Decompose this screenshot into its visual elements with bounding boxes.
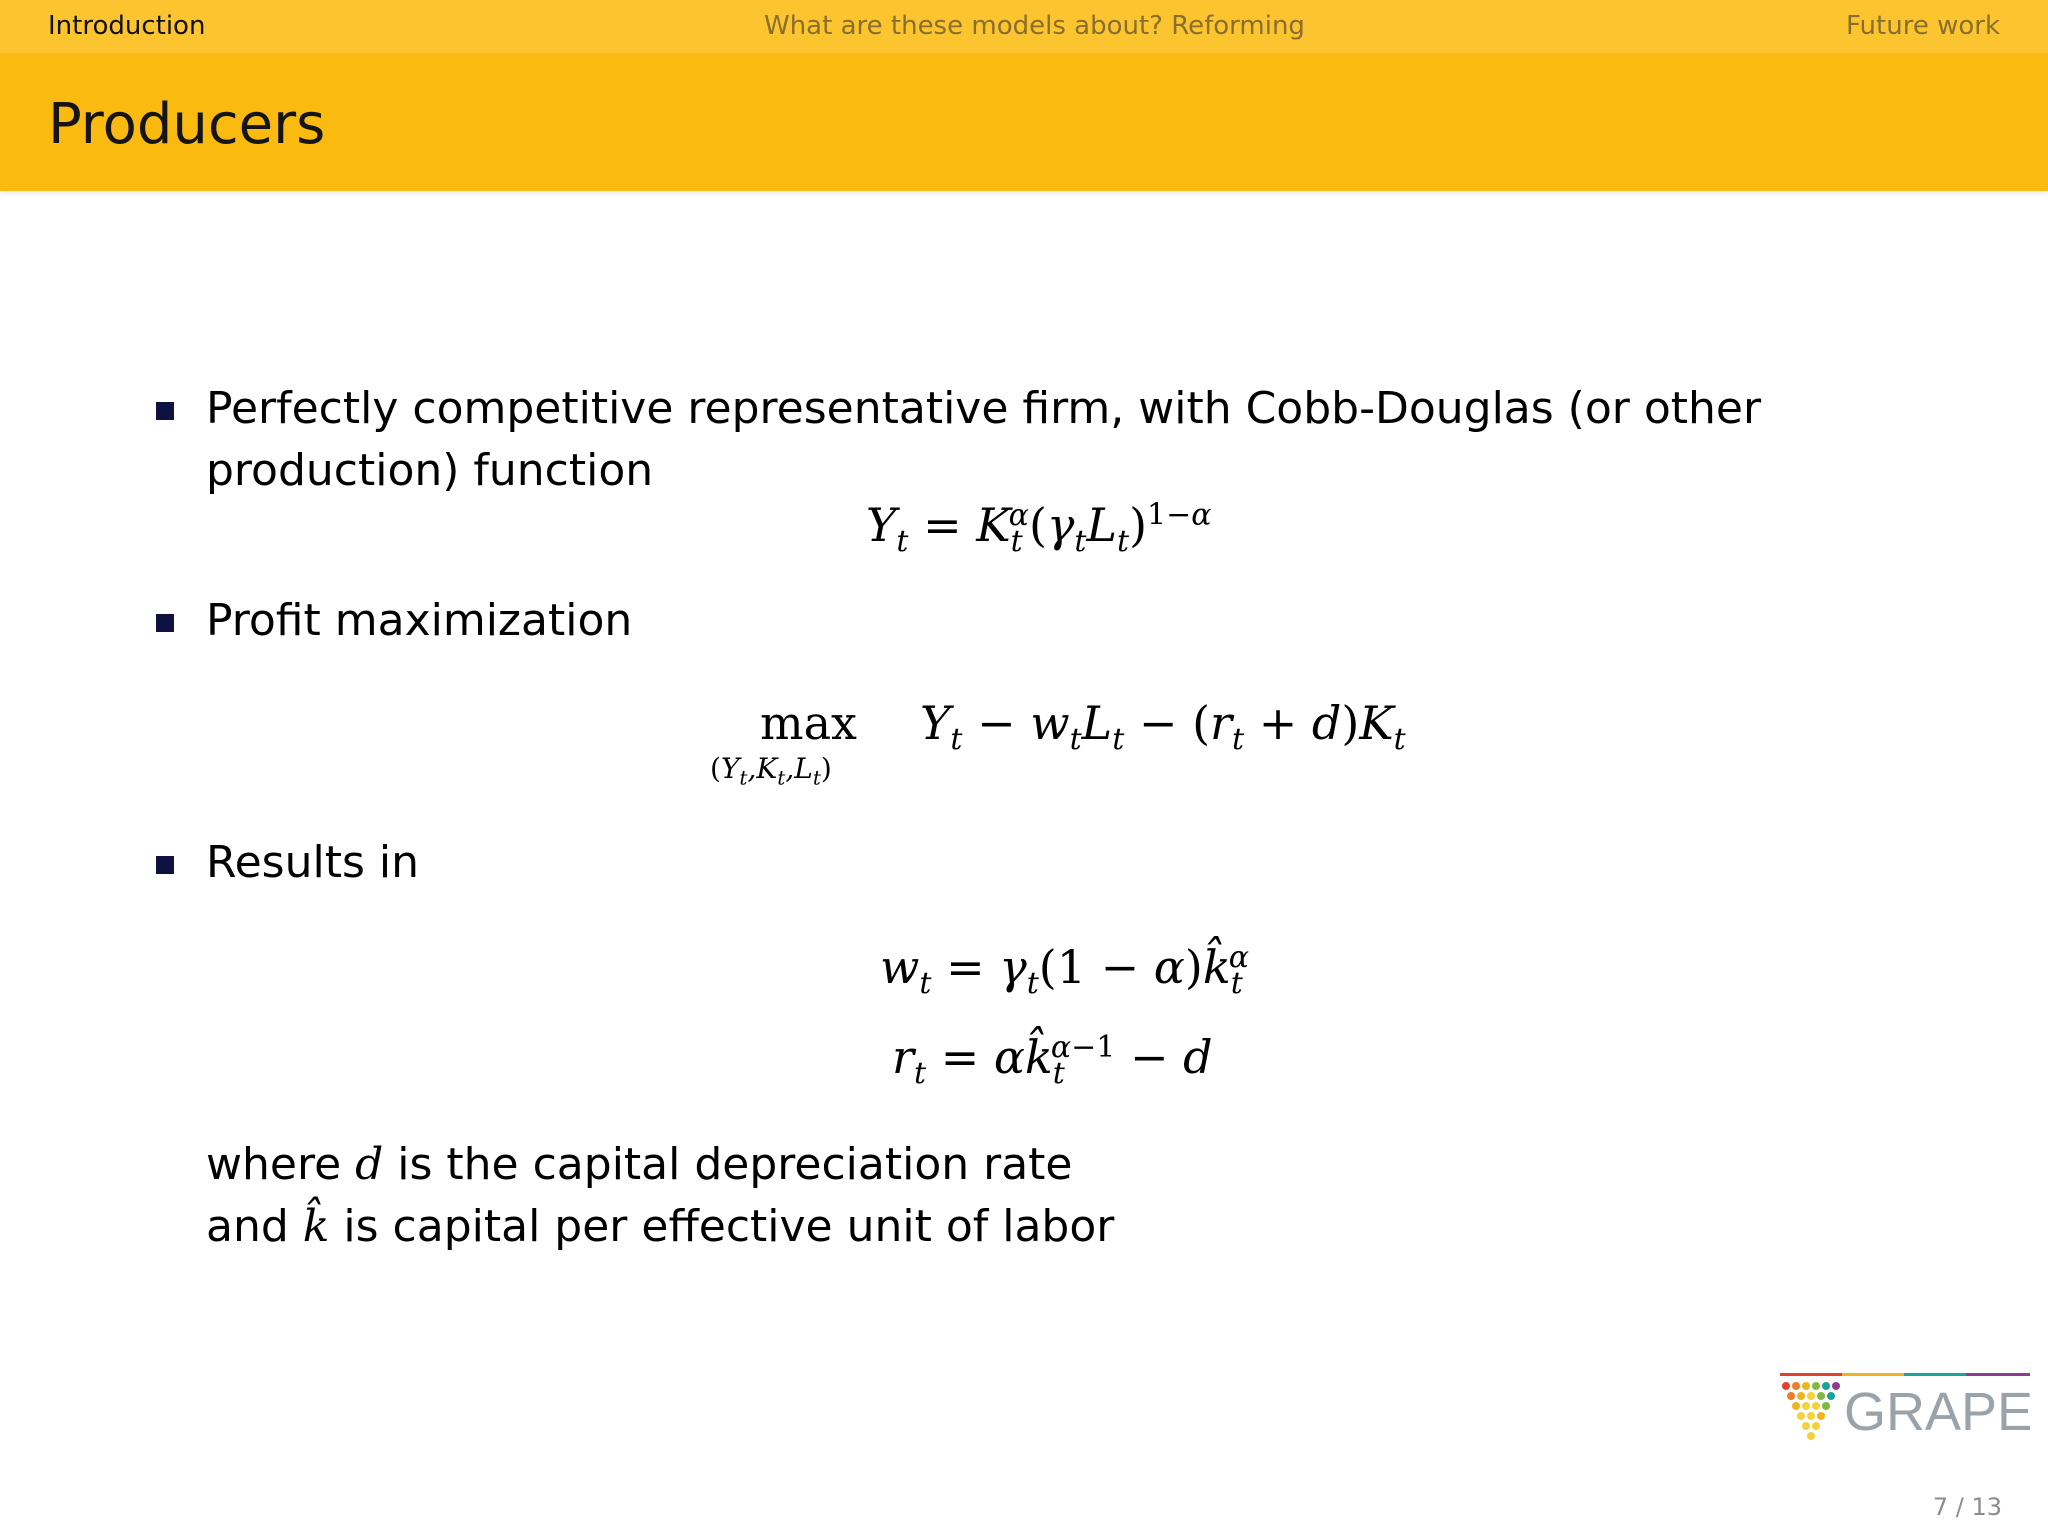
definition-capital-per-labor bbox=[206, 1196, 1114, 1258]
equation-interest-rate: $r_t$ = $\alpha k̂_t^{\alpha-1} - d$ bbox=[892, 1029, 1213, 1092]
text-segment: is capital per effective unit of labor bbox=[329, 1201, 1115, 1252]
nav-section-models[interactable]: What are these models about? Reforming bbox=[764, 11, 1305, 41]
page-current: 7 bbox=[1932, 1493, 1949, 1521]
grape-logo bbox=[1780, 1370, 2030, 1450]
math-variable-k-hat: k̂ bbox=[302, 1201, 330, 1252]
nav-section-future-work[interactable]: Future work bbox=[1846, 11, 2000, 41]
bullet-line: Results in bbox=[206, 837, 419, 888]
page-total: 13 bbox=[1971, 1493, 2002, 1521]
bullet-text bbox=[206, 590, 1806, 652]
logo-wordmark: GRAPE bbox=[1844, 1382, 2030, 1442]
equation-production-function: $Y_t = K_t^\alpha(\gamma_tL_t)^{1-\alpha}$ bbox=[866, 497, 1212, 560]
text-segment: is the capital depreciation rate bbox=[383, 1139, 1073, 1190]
bullet-line: Perfectly competitive representative firm, with Cobb-Douglas (or other bbox=[206, 383, 1762, 434]
bullet-marker bbox=[156, 402, 174, 420]
page-number bbox=[1933, 1492, 2002, 1522]
math-variable-d: d bbox=[355, 1139, 384, 1190]
definition-depreciation bbox=[206, 1134, 1073, 1196]
grape-logo-icon bbox=[1780, 1370, 2030, 1450]
page-separator: / bbox=[1948, 1493, 1972, 1521]
bullet-marker bbox=[156, 856, 174, 874]
nav-section-introduction[interactable]: Introduction bbox=[48, 11, 206, 41]
page-title: Producers bbox=[48, 92, 326, 157]
frame-title-bar bbox=[0, 53, 2048, 191]
bullet-line: Profit maximization bbox=[206, 595, 633, 646]
section-navigation-bar bbox=[0, 0, 2048, 53]
bullet-marker bbox=[156, 614, 174, 632]
bullet-text bbox=[206, 832, 1806, 894]
text-segment: and bbox=[206, 1201, 303, 1252]
text-segment: where bbox=[206, 1139, 356, 1190]
equation-profit-maximization: max $(Y_t,K_t,L_t)$ $Y_t - w_tL_t - (r_t + d)K_t$ bbox=[710, 696, 1406, 790]
equation-wage: $w_t = \gamma_t(1$ − $\alpha)k̂_t^\alpha$ bbox=[880, 939, 1250, 1002]
bullet-text bbox=[206, 378, 1806, 502]
bullet-line: production) function bbox=[206, 445, 654, 496]
